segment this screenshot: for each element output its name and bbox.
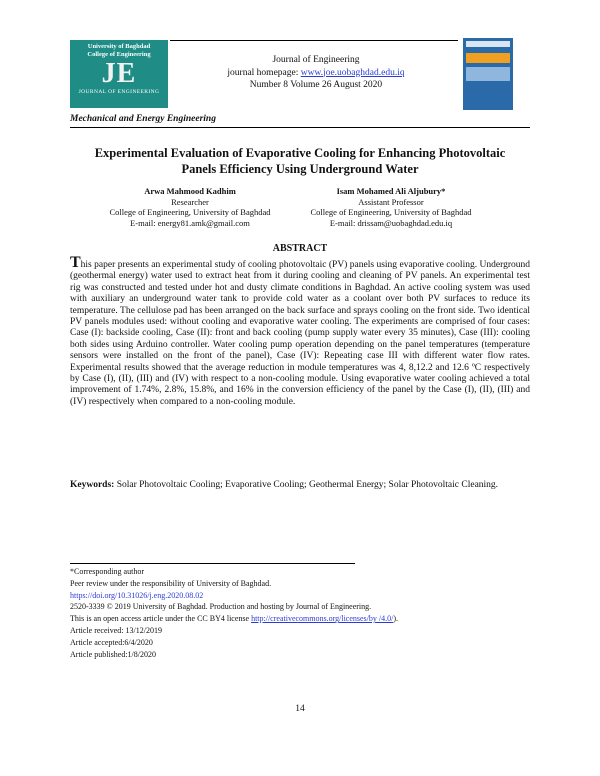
logo-university: University of Baghdad <box>87 43 151 50</box>
author-block-1 <box>85 186 295 228</box>
page-number: 14 <box>295 704 305 714</box>
journal-header <box>196 54 436 92</box>
paper-title: Experimental Evaluation of Evaporative Cooling for Enhancing Photovoltaic Panels Efficiency Using Underground Water <box>94 146 506 176</box>
author-block-2 <box>286 186 496 228</box>
keywords-label: Keywords: <box>70 480 115 490</box>
drop-cap: T <box>70 254 81 271</box>
logo-journal-name: JOURNAL OF ENGINEERING <box>78 89 160 95</box>
homepage-link[interactable]: www.joe.uobaghdad.edu.iq <box>300 67 405 78</box>
abstract-body: This paper presents an experimental study of cooling photovoltaic (PV) panels using evaporative cooling. Underground (geothermal energy) water used to extract heat from it during cooling and cleaning of PV panels. An experimental test rig was constructed and tested under hot and dusty climate conditions in Baghdad. An active cooling system was used with auxiliary an underground water tank to provide cold water as a coolant over both PV surfaces to reduce its temperature. The cellulose pad has been arranged on the back surface and sprays cooling on the front side. Two identical PV panels modules used: without cooling and evaporative water cooling. The experiments are comprised of four cases: Case (I): backside cooling, Case (II): front and back cooling (pump supply water every 35 minutes), Case (III): cooling both sides using Arduino controller. Water cooling pump operation depending on the panel temperatures (temperature sensors were installed on the front of the panel), Case (IV): Repeating case III with different water flow rates. Experimental results showed that the average reduction in module temperatures was 4, 8,12.2 and 12.6 ºC respectively by Case (I), (II), (III) and (IV) with respect to a non-cooling module. Using evaporative water cooling achieved a total improvement of 1.74%, 2.8%, 15.8%, and 16% in the conversion efficiency of the panel by the Case (I), (II), (III) and (IV) respectively when compared to a non-cooling module. <box>70 254 530 407</box>
author-name: Isam Mohamed Ali Aljubury* <box>336 186 446 196</box>
license-link[interactable]: http://creativecommons.org/licenses/by /4.0/ <box>251 614 394 624</box>
section-label: Mechanical and Energy Engineering <box>70 114 216 124</box>
author-affiliation: College of Engineering, University of Baghdad <box>109 207 271 217</box>
footnote-rule <box>70 563 355 564</box>
journal-cover-thumbnail <box>463 38 513 110</box>
author-role: Researcher <box>171 196 209 207</box>
accepted-date: Article accepted:6/4/2020 <box>70 637 153 647</box>
license-note: This is an open access article under the CC BY4 license http://creativecommons.org/licenses/by /4.0/). <box>70 614 399 624</box>
logo-college: College of Engineering <box>87 51 151 58</box>
author-role: Assistant Professor <box>358 196 424 207</box>
keywords-text: Solar Photovoltaic Cooling; Evaporative Cooling; Geothermal Energy; Solar Photovoltaic Cleaning. <box>114 480 499 490</box>
author-email: E-mail: energy81.amk@gmail.com <box>130 217 250 228</box>
author-name: Arwa Mahmood Kadhim <box>144 186 236 196</box>
corresponding-note: *Corresponding author <box>70 567 144 576</box>
header-rule <box>170 40 458 41</box>
received-date: Article received: 13/12/2019 <box>70 625 162 635</box>
abstract-heading: ABSTRACT <box>272 243 328 254</box>
footnotes <box>70 566 530 660</box>
section-rule <box>70 127 530 128</box>
published-date: Article published:1/8/2020 <box>70 649 156 659</box>
logo-mark: JE <box>101 58 137 89</box>
author-email: E-mail: drissam@uobaghdad.edu.iq <box>329 217 453 228</box>
journal-name: Journal of Engineering <box>272 55 360 65</box>
author-affiliation: College of Engineering, University of Baghdad <box>310 207 472 217</box>
journal-homepage: journal homepage: www.joe.uobaghdad.edu.iq <box>227 67 405 78</box>
issue-info: Number 8 Volume 26 August 2020 <box>249 80 383 90</box>
peer-review-note: Peer review under the responsibility of University of Baghdad. <box>70 578 272 588</box>
keywords <box>70 480 530 491</box>
doi-link[interactable]: https://doi.org/10.31026/j.eng.2020.08.02 <box>70 590 204 600</box>
issn-note: 2520-3339 © 2019 University of Baghdad. Production and hosting by Journal of Engineering. <box>70 602 372 612</box>
journal-logo <box>70 40 168 108</box>
